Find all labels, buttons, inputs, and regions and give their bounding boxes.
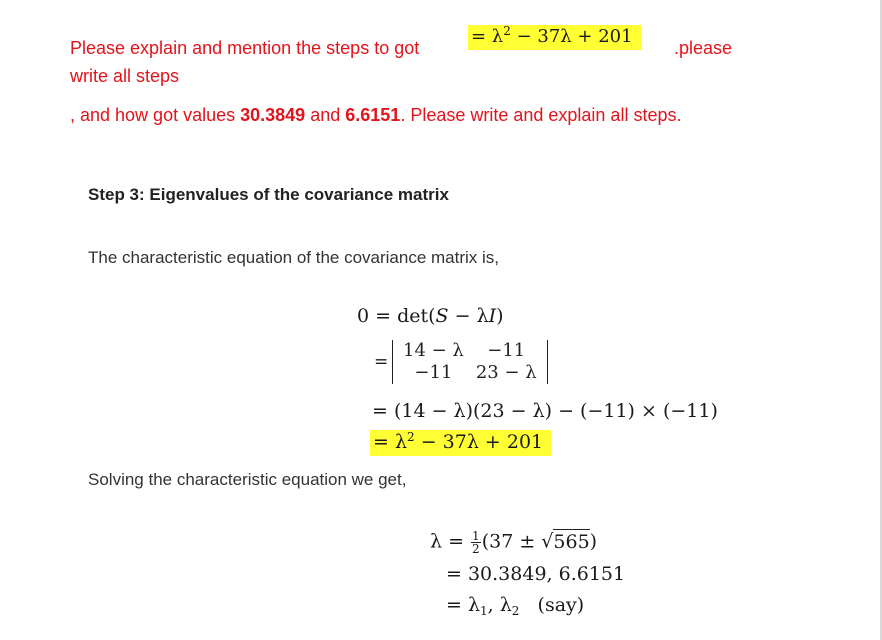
question-line-3 (70, 103, 681, 127)
lambda-names: = $\lambda_1$, $\lambda_2$ (say) (446, 594, 585, 618)
matrix-r1c1: 14 − λ (403, 340, 464, 361)
question-highlighted-expression: = $\lambda^2 - 37\lambda + 201$ (468, 26, 641, 47)
equation-expanded: = (14 − λ)(23 − λ) − (−11) × (−11) (372, 400, 718, 422)
step-heading: Step 3: Eigenvalues of the covariance matrix (88, 185, 449, 204)
question-line-1 (70, 36, 419, 60)
matrix-r2c2: 23 − λ (475, 362, 537, 383)
matrix-r1c2: −11 (487, 340, 526, 361)
question-line3-suffix: . Please write and explain all steps. (400, 105, 682, 125)
question-text-part1: Please explain and mention the steps to got (70, 38, 420, 58)
question-line3-mid: and (305, 105, 346, 125)
equation-det: 0 = det(S − λI) (357, 305, 504, 327)
question-please (674, 36, 732, 60)
question-line-2 (70, 64, 179, 88)
question-text-part2: .please (674, 38, 733, 58)
solving-text: Solving the characteristic equation we get, (88, 470, 407, 489)
question-write-all-steps: write all steps (70, 66, 180, 86)
question-line3-prefix: , and how got values (70, 105, 241, 125)
lambda-formula: λ = $\frac{1}{2}$ (37 ± √565) (430, 529, 598, 556)
matrix-r2c1: −11 (414, 362, 453, 383)
question-value-1: 30.3849 (240, 105, 306, 125)
lambda-values: = 30.3849, 6.6151 (446, 563, 626, 585)
question-value-2: 6.6151 (345, 105, 401, 125)
matrix-equals-sign: = (374, 352, 389, 372)
determinant-matrix (392, 340, 548, 384)
equation-characteristic-polynomial: = $\lambda^2 - 37\lambda + 201$ (370, 431, 551, 453)
characteristic-intro-text: The characteristic equation of the covariance matrix is, (88, 248, 500, 267)
